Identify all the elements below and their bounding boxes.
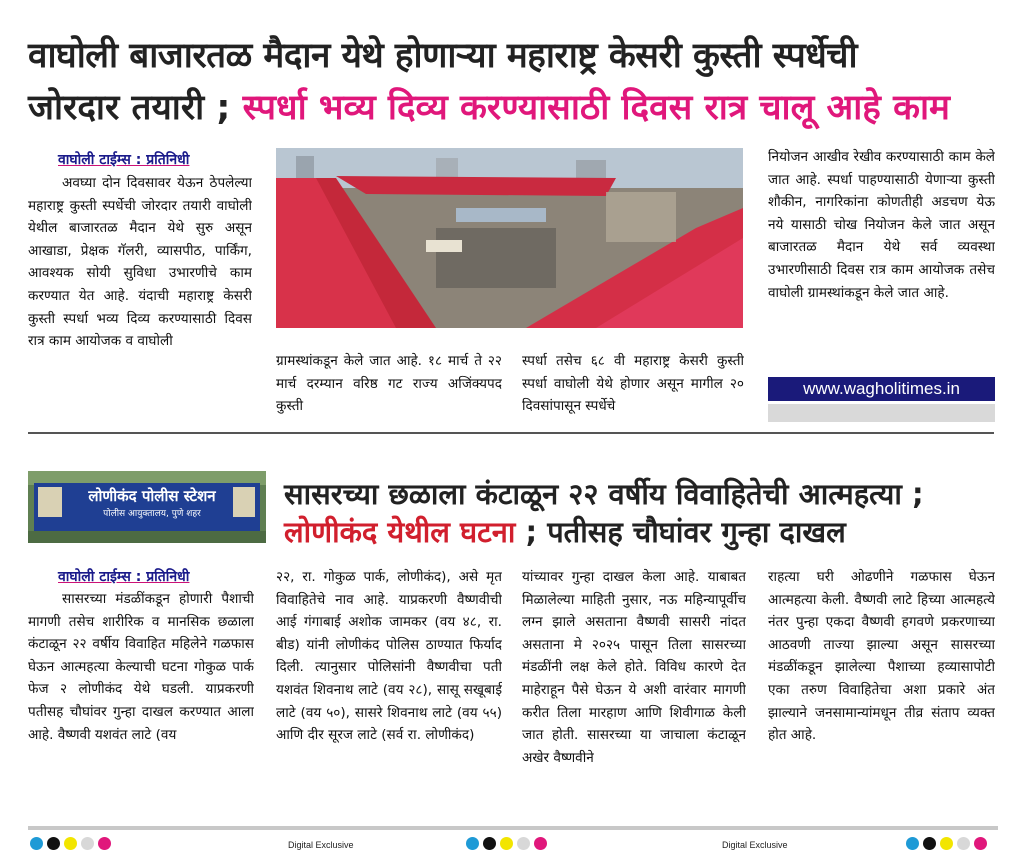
article2-column-3: यांच्यावर गुन्हा दाखल केला आहे. याबाबत मिळालेल्या माहिती नुसार, नऊ महिन्यापूर्वीच लग्न झाले असताना वैष्णवी सासरी नांदत असताना मे २०२५ पासून तिला सासरच्या मंडळींनी लक्ष केले होते. विविध कारणे देत माहेराहून पैसे घेऊन ये अशी वारंवार मागणी करीत तिला मारहाण आणि शिवीगाळ केली जात होती. सासरच्या या जाचाला कंटाळून अखेर वैष्णवीने [522,569,746,766]
black-dot [483,837,496,850]
article2-headline-line1: सासरच्या छळाला कंटाळून २२ वर्षीय विवाहितेची आत्महत्या ; [284,477,924,511]
cyan-dot [906,837,919,850]
article2-column-2: २२, रा. गोकुळ पार्क, लोणीकंद), असे मृत विवाहितेचे नाव आहे. याप्रकरणी वैष्णवीची आई गंगाबाई अशोक जामकर (वय ४८, रा. बीड) यांनी लोणीकंद पोलिस ठाण्यात फिर्याद दिली. त्यानुसार पोलिसांनी वैष्णवीचा पती यशवंत शिवनाथ लाटे (वय २८), सासू सखूबाई लाटे (वय ५०), सासरे शिवनाथ लाटे (वय ५५) आणि दीर सूरज लाटे (सर्व रा. लोणीकंद) [276,569,502,744]
article2-column-4: राहत्या घरी ओढणीने गळफास घेऊन आत्महत्या केली. वैष्णवी लाटे हिच्या आत्महत्ये नंतर पुन्हा एकदा वैष्णवी हगवणे प्रकरणाच्या आठवणी ताज्या झाल्या असून सासरच्या मंडळींकडून झालेल्या पैशाच्या हव्यासापोटी एका तरुण विवाहितेचा अशा प्रकारे अंत झाल्याने जनसामान्यांमधून तीव्र संताप व्यक्त होत आहे. [768,569,995,744]
website-link[interactable]: www.wagholitimes.in [768,377,995,401]
article2-column-1: सासरच्या मंडळींकडून होणारी पैशाची मागणी तसेच शारीरिक व मानसिक छळाला कंटाळून २२ वर्षीय विवाहित महिलेने गळफास घेऊन आत्महत्या केल्याची घटना गोकुळ पार्क फेज २ लोणीकंद येथे घडली. याप्रकरणी पतीसह चौघांवर गुन्हा दाखल करण्यात आला आहे. वैष्णवी यशवंत लाटे (वय [28,591,254,743]
footer-bar [28,826,998,830]
article1-column-1: अवघ्या दोन दिवसावर येऊन ठेपलेल्या महाराष्ट्र कुस्ती स्पर्धेची जोरदार तयारी वाघोली येथील बाजारतळ मैदान येथे सुरु असून आखाडा, प्रेक्षक गॅलरी, व्यासपीठ, पार्किंग, आवश्यक सोयी सुविधा उभारणीचे काम करण्यात येत आहे. यंदाची महाराष्ट्र केसरी कुस्ती स्पर्धा भव्य दिव्य करण्यासाठी दिवस रात्र काम आयोजक व वाघोली [28,175,252,350]
black-dot [923,837,936,850]
article1-column-2: ग्रामस्थांकडून केले जात आहे. १८ मार्च ते २२ मार्च दरम्यान वरिष्ठ गट राज्य अजिंक्यपद कुस्ती [276,353,502,415]
article1-headline-prefix: जोरदार तयारी ; [28,88,243,128]
article1-byline: वाघोली टाईम्स : प्रतिनिधी [58,152,190,168]
police-sign-title: लोणीकंद पोलीस स्टेशन [88,487,216,505]
cyan-dot [30,837,43,850]
yellow-dot [940,837,953,850]
stadium-photo [276,148,743,328]
police-sign-illustration [28,471,266,543]
magenta-dot [974,837,987,850]
article1-column-4: नियोजन आखीव रेखीव करण्यासाठी काम केले जात आहे. स्पर्धा पाहण्यासाठी येणाऱ्या कुस्ती शौकीन, नागरिकांना कोणतीही अडचण येऊ नये यासाठी चोख नियोजन केले जात असून बाजारतळ मैदान येथे सर्व व्यवस्था उभारणीसाठी दिवस रात्र काम आयोजक तसेच वाघोली ग्रामस्थांकडून केले जात आहे. [768,149,995,301]
article1-column-3: स्पर्धा तसेच ६८ वी महाराष्ट्र केसरी कुस्ती स्पर्धा वाघोली येथे होणार असून मागील २० दिवसांपासून स्पर्धेचे [522,353,744,415]
article2-headline-suffix: ; पतीसह चौघांवर गुन्हा दाखल [515,515,846,549]
police-sign-subtitle: पोलीस आयुक्तालय, पुणे शहर [103,509,201,519]
magenta-dot [534,837,547,850]
article2-headline-line2 [284,512,846,552]
article1-headline-line2 [28,82,950,134]
stadium-illustration [276,148,743,328]
magenta-dot [98,837,111,850]
grey-dot [517,837,530,850]
print-registration-dots-center [466,837,547,850]
article2-headline-highlight: लोणीकंद येथील घटना [284,515,516,549]
grey-dot [957,837,970,850]
grey-bar [768,404,995,422]
footer-label-right: Digital Exclusive [722,840,788,850]
black-dot [47,837,60,850]
print-registration-dots-right [906,837,987,850]
footer-label-left: Digital Exclusive [288,840,354,850]
cyan-dot [466,837,479,850]
section-divider [28,432,994,434]
police-station-photo [28,471,266,543]
article1-headline-line1: वाघोली बाजारतळ मैदान येथे होणाऱ्या महाराष्ट्र केसरी कुस्ती स्पर्धेची [28,36,858,76]
print-registration-dots-left [30,837,111,850]
yellow-dot [64,837,77,850]
article1-headline-highlight: स्पर्धा भव्य दिव्य करण्यासाठी दिवस रात्र चालू आहे काम [242,88,950,128]
yellow-dot [500,837,513,850]
article2-byline: वाघोली टाईम्स : प्रतिनिधी [58,569,190,585]
grey-dot [81,837,94,850]
